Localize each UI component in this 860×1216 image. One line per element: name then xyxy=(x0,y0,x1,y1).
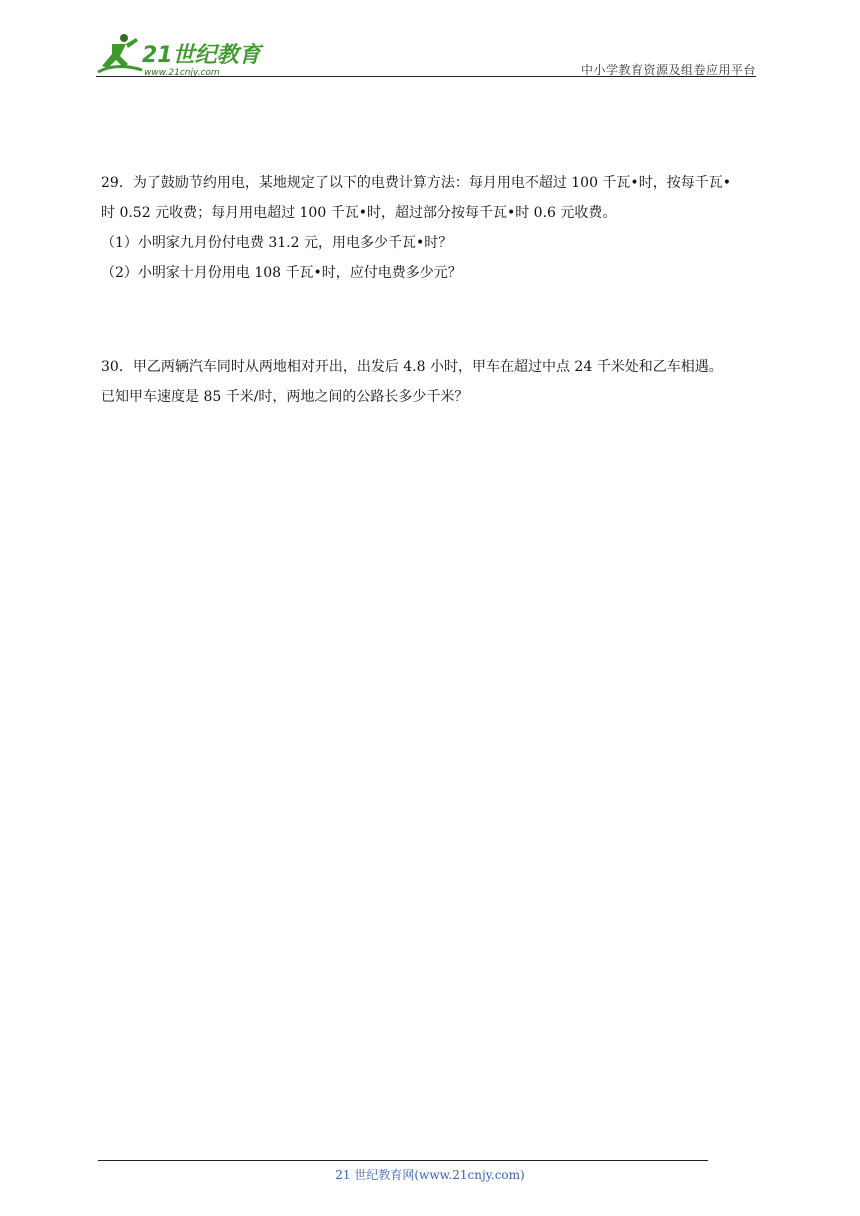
question-line: 30．甲乙两辆汽车同时从两地相对开出，出发后 4.8 小时，甲车在超过中点 24 千米处和乙车相遇。 xyxy=(101,359,723,375)
header-divider xyxy=(96,76,756,77)
header-platform-text: 中小学教育资源及组卷应用平台 xyxy=(580,63,756,77)
logo-url: www.21cnjy.com xyxy=(144,68,220,78)
question-content xyxy=(101,168,771,412)
question-spacer xyxy=(101,288,771,352)
question-line: （2）小明家十月份用电 108 千瓦•时，应付电费多少元？ xyxy=(101,265,462,281)
runner-logo-icon xyxy=(98,34,142,72)
logo xyxy=(96,32,266,78)
logo-text: 21世纪教育 xyxy=(142,43,261,68)
question-line: 29．为了鼓励节约用电，某地规定了以下的电费计算方法：每月用电不超过 100 千瓦•时，按每千瓦• xyxy=(101,175,731,191)
footer-divider xyxy=(98,1160,708,1161)
question-29 xyxy=(101,168,771,288)
question-30 xyxy=(101,352,771,412)
footer-text: 21 世纪教育网(www.21cnjy.com) xyxy=(335,1168,525,1182)
question-line: 时 0.52 元收费；每月用电超过 100 千瓦•时，超过部分按每千瓦•时 0.6 元收费。 xyxy=(101,205,617,221)
question-line: 已知甲车速度是 85 千米/时，两地之间的公路长多少千米？ xyxy=(101,389,469,405)
page-header xyxy=(96,28,756,78)
question-line: （1）小明家九月份付电费 31.2 元，用电多少千瓦•时？ xyxy=(101,235,453,251)
